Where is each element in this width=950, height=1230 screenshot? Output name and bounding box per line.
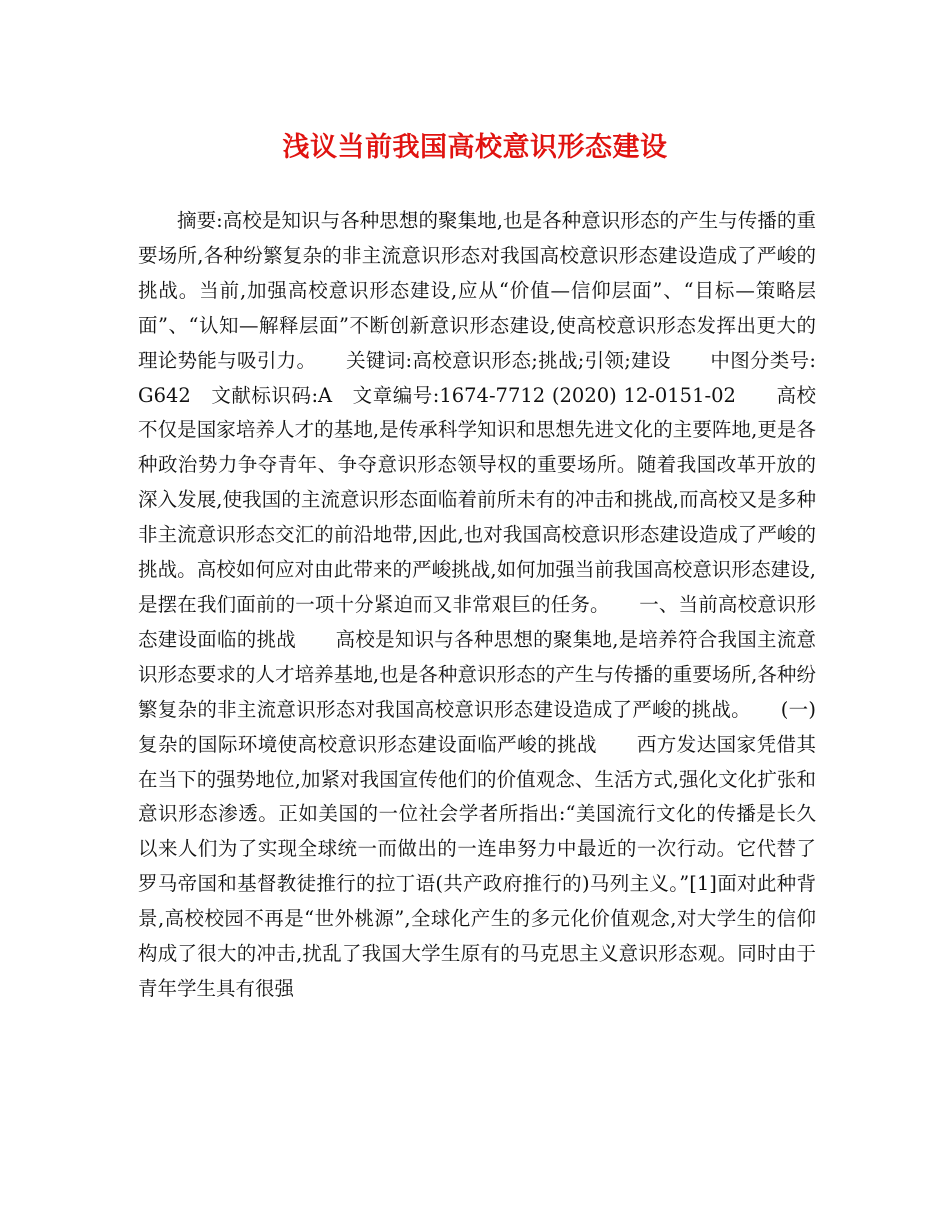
document-body-text: 摘要:高校是知识与各种思想的聚集地,也是各种意识形态的产生与传播的重要场所,各种纷繁复杂的非主流意识形态对我国高校意识形态建设造成了严峻的挑战。当前,加强高校意识形态建设,应从“价值—信仰层面”、“目标—策略层面”、“认知—解释层面”不断创新意识形态建设,使高校意识形态发挥出更大的理论势能与吸引力。 关键词:高校意识形态;挑战;引领;建设 中图分类号:G642 文献标识码:A 文章编号:1674-7712 (2020) 12-0151-02 高校不仅是国家培养人才的基地,是传承科学知识和思想先进文化的主要阵地,更是各种政治势力争夺青年、争夺意识形态领导权的重要场所。随着我国改革开放的深入发展,使我国的主流意识形态面临着前所未有的冲击和挑战,而高校又是多种非主流意识形态交汇的前沿地带,因此,也对我国高校意识形态建设造成了严峻的挑战。高校如何应对由此带来的严峻挑战,如何加强当前我国高校意识形态建设,是摆在我们面前的一项十分紧迫而又非常艰巨的任务。 一、当前高校意识形态建设面临的挑战 高校是知识与各种思想的聚集地,是培养符合我国主流意识形态要求的人才培养基地,也是各种意识形态的产生与传播的重要场所,各种纷繁复杂的非主流意识形态对我国高校意识形态建设造成了严峻的挑战。 (一)复杂的国际环境使高校意识形态建设面临严峻的挑战 西方发达国家凭借其在当下的强势地位,加紧对我国宣传他们的价值观念、生活方式,强化文化扩张和意识形态渗透。正如美国的一位社会学者所指出:“美国流行文化的传播是长久以来人们为了实现全球统一而做出的一连串努力中最近的一次行动。它代替了罗马帝国和基督教徒推行的拉丁语(共产政府推行的)马列主义。”[1]面对此种背景,高校校园不再是“世外桃源”,全球化产生的多元化价值观念,对大学生的信仰构成了很大的冲击,扰乱了我国大学生原有的马克思主义意识形态观。同时由于青年学生具有很强 bbox=[138, 209, 816, 1000]
document-title: 浅议当前我国高校意识形态建设 bbox=[282, 132, 668, 163]
